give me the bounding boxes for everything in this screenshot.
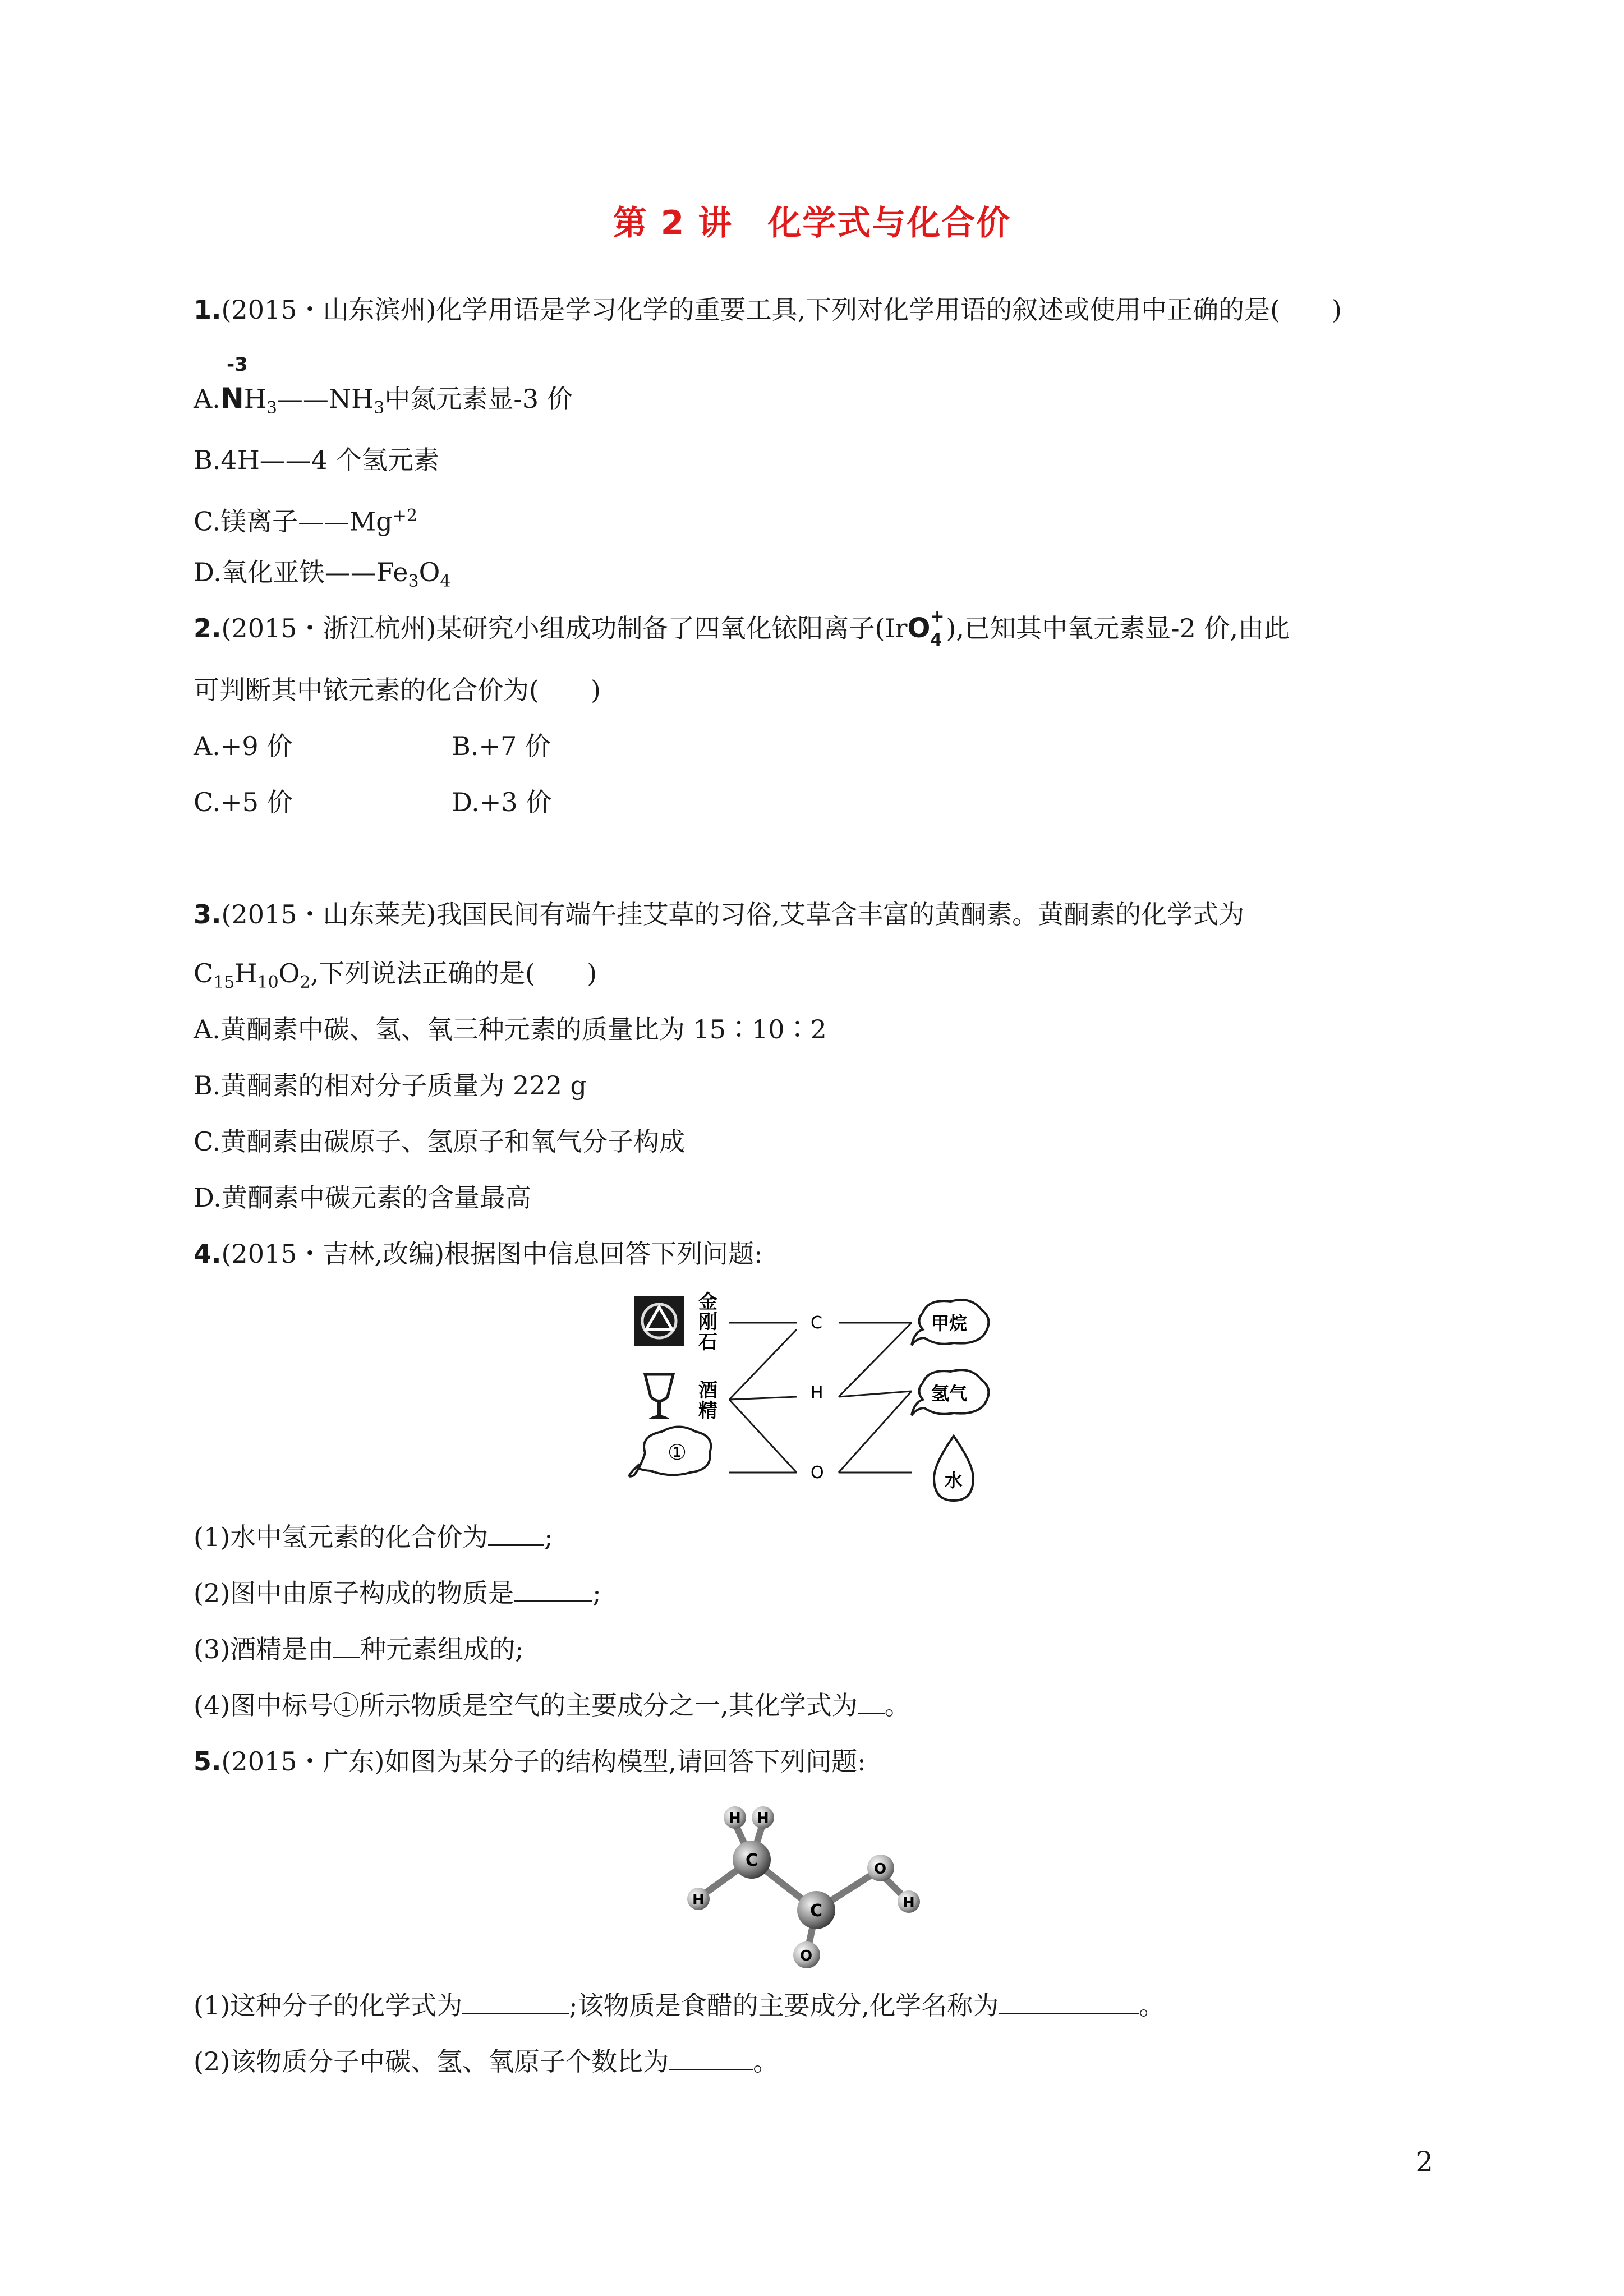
hydrogen-label: 氢气 [931,1383,968,1404]
option-label: A. [194,384,220,414]
q5-subquestion-1 [194,1989,1165,2022]
question-number: 1. [194,295,222,325]
subquestion-text: ;该物质是食醋的主要成分,化学名称为 [569,1990,999,2021]
question-2-stem [194,607,1290,650]
subquestion-text: (2)图中由原子构成的物质是 [194,1578,514,1608]
answer-blank[interactable] [462,1990,569,2014]
answer-blank[interactable] [669,2046,753,2070]
question-number: 3. [194,899,222,930]
question-text: (2015・吉林,改编)根据图中信息回答下列问题: [221,1239,763,1269]
question-text: (2015・广东)如图为某分子的结构模型,请回答下列问题: [221,1746,866,1777]
q3-option-d: D.黄酮素中碳元素的含量最高 [194,1182,531,1213]
ion-charge [930,607,946,650]
subscript: 15 [213,973,235,993]
question-4-stem [194,1237,763,1271]
atom-label-h: H [729,1810,741,1827]
answer-blank[interactable] [333,1634,360,1658]
superscript: +2 [392,506,417,526]
connector-lines-right [839,1323,912,1473]
element-o: O [811,1463,824,1483]
atom-label-h: H [903,1894,915,1911]
subscript: 3 [408,572,419,592]
superscript: + [930,607,945,627]
circle-one-label: ① [668,1440,687,1465]
q2-option-c: C.+5 价 [194,787,293,817]
formula-part: C [194,958,214,988]
wine-glass-icon [645,1374,673,1419]
element-c: C [811,1313,822,1333]
question-text: ,下列说法正确的是( ) [310,958,597,988]
option-text: O [418,557,440,587]
subquestion-text: (4)图中标号①所示物质是空气的主要成分之一,其化学式为 [194,1690,858,1720]
question-text: (2015・山东滨州)化学用语是学习化学的重要工具,下列对化学用语的叙述或使用中正确的是( ) [221,295,1342,325]
option-text: C.镁离子——Mg [194,506,393,537]
subquestion-text: (2)该物质分子中碳、氢、氧原子个数比为 [194,2046,669,2077]
question-2-stem-line2: 可判断其中铱元素的化合价为( ) [194,675,601,705]
punctuation: ; [544,1522,553,1552]
q4-subquestion-3 [194,1632,524,1666]
atom-label-c: C [746,1851,758,1870]
punctuation: ; [592,1578,601,1608]
atom-label-c: C [810,1901,823,1921]
q1-option-a [194,381,573,425]
subscript: 2 [300,973,311,993]
q3-option-a: A.黄酮素中碳、氢、氧三种元素的质量比为 15∶10∶2 [194,1014,827,1045]
q2-option-a: A.+9 价 [194,731,293,761]
q4-subquestion-4 [194,1688,910,1722]
q1-option-d [194,555,450,599]
subscript: 3 [374,398,385,418]
subquestion-text: (1)水中氢元素的化合价为 [194,1522,489,1552]
connector-lines-left [729,1323,797,1473]
q3-option-b: B.黄酮素的相对分子质量为 222 g [194,1070,587,1101]
question-5-stem [194,1745,866,1778]
option-text: 中氮元素显-3 价 [384,384,573,414]
diamond-label-2: 刚 [698,1311,717,1333]
punctuation: 。 [884,1690,910,1720]
element-symbol: N [220,382,244,415]
atom-label-h: H [757,1810,769,1827]
subscript: 3 [266,398,277,418]
question-3-stem [194,898,1244,931]
atom-label-o: O [800,1948,813,1964]
q4-subquestion-1 [194,1520,553,1554]
acetic-acid-model [673,1795,965,1975]
element-h: H [811,1383,823,1403]
diamond-label-1: 金 [698,1291,717,1313]
question-text: (2015・山东莱芜)我国民间有端午挂艾草的习俗,艾草含丰富的黄酮素。黄酮素的化学式为 [221,899,1245,930]
water-label: 水 [945,1470,963,1491]
atom-label-o: O [874,1861,887,1878]
methane-label: 甲烷 [931,1313,968,1334]
alcohol-label-1: 酒 [698,1379,717,1402]
q3-option-c: C.黄酮素由碳原子、氢原子和氧气分子构成 [194,1126,686,1157]
q2-option-b: B.+7 价 [452,731,551,761]
question-number: 4. [194,1239,222,1269]
bond-sticks [701,1823,906,1949]
q5-subquestion-2 [194,2045,779,2078]
formula-part: O [278,958,300,988]
punctuation: 。 [753,2046,779,2077]
answer-blank[interactable] [858,1690,885,1714]
atom-label-h: H [692,1892,705,1908]
question-3-stem-line2 [194,956,597,1000]
q1-option-c [194,499,417,538]
subquestion-text: 种元素组成的; [360,1634,524,1664]
q1-option-b: B.4H——4 个氢元素 [194,445,439,475]
question-text: (2015・浙江杭州)某研究小组成功制备了四氧化铱阳离子(Ir [221,613,908,643]
subquestion-text: (3)酒精是由 [194,1634,334,1664]
page-title: 第 2 讲 化学式与化合价 [613,204,1011,243]
question-number: 2. [194,613,222,643]
answer-blank[interactable] [514,1578,592,1602]
q4-subquestion-2 [194,1576,601,1610]
alcohol-label-2: 精 [698,1400,717,1422]
question-text: ),已知其中氧元素显-2 价,由此 [946,613,1290,643]
element-symbol: H [243,384,266,414]
punctuation: 。 [1139,1990,1165,2021]
question-1-stem [194,293,1342,326]
subscript: 4 [930,631,942,650]
option-text: D.氧化亚铁——Fe [194,557,408,587]
answer-blank[interactable] [488,1522,544,1546]
diamond-icon [634,1296,684,1346]
subscript: 10 [257,973,279,993]
diamond-label-3: 石 [698,1331,717,1354]
subscript: 4 [440,572,451,592]
valence-mark: -3 [227,353,248,376]
element-substance-diagram [617,1285,1021,1509]
ion-symbol: O [907,613,931,644]
option-text: ——NH [277,384,374,414]
page-number: 2 [1415,2146,1433,2178]
q2-option-d: D.+3 价 [452,787,552,817]
formula-part: H [234,958,257,988]
answer-blank[interactable] [999,1990,1139,2014]
subquestion-text: (1)这种分子的化学式为 [194,1990,463,2021]
question-number: 5. [194,1746,222,1777]
